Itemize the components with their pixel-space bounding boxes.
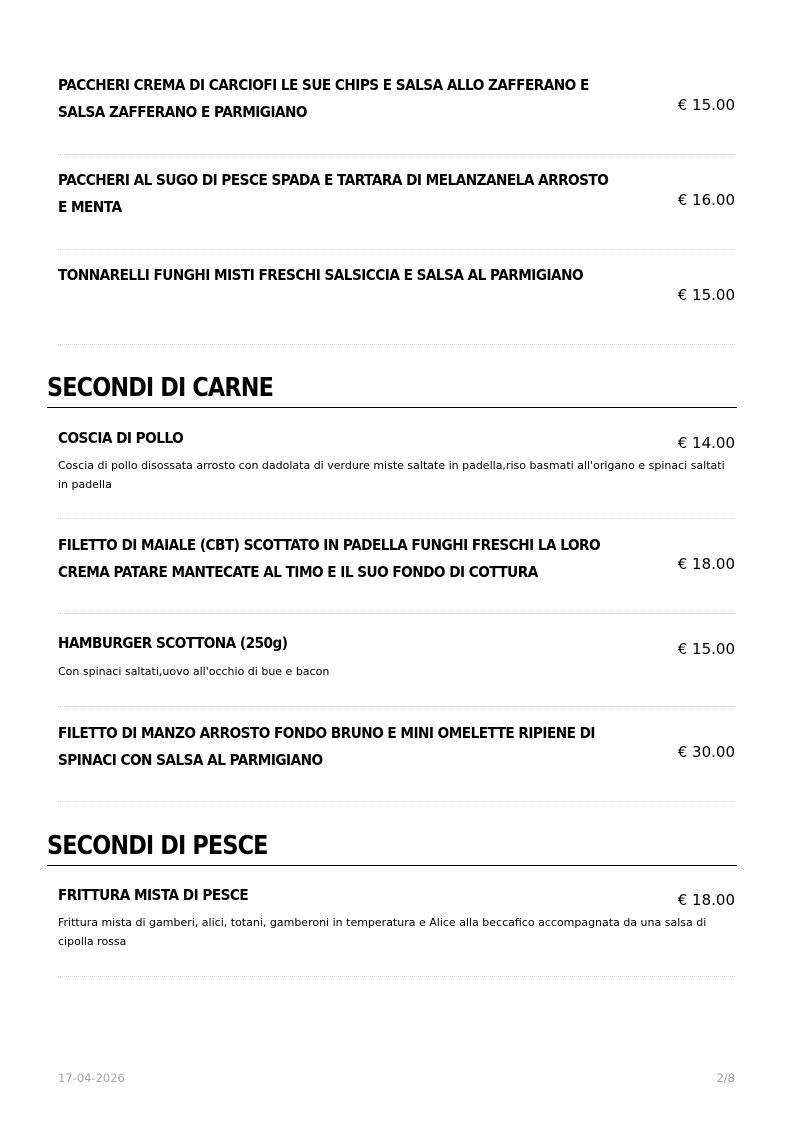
section-title: SECONDI DI CARNE bbox=[47, 373, 274, 403]
item-price: € 14.00 bbox=[677, 434, 735, 452]
item-description: Frittura mista di gamberi, alici, totani, gamberoni in temperatura e Alice alla beccafico accompagnata da una salsa di cipolla rossa bbox=[58, 916, 707, 948]
item-name: PACCHERI CREMA DI CARCIOFI LE SUE CHIPS E SALSA ALLO ZAFFERANO E SALSA ZAFFERANO E PARMIGIANO bbox=[58, 76, 589, 121]
footer-page-number: 2/8 bbox=[716, 1071, 735, 1085]
menu-item bbox=[58, 720, 735, 802]
item-name: PACCHERI AL SUGO DI PESCE SPADA E TARTARA DI MELANZANELA ARROSTO E MENTA bbox=[58, 171, 609, 216]
item-name: FILETTO DI MAIALE (CBT) SCOTTATO IN PADELLA FUNGHI FRESCHI LA LORO CREMA PATARE MANTECATE AL TIMO E IL SUO FONDO DI COTTURA bbox=[58, 536, 601, 581]
section-title: SECONDI DI PESCE bbox=[47, 831, 268, 861]
section-heading-secondi-di-pesce bbox=[47, 831, 737, 866]
menu-item bbox=[58, 532, 735, 614]
menu-item bbox=[58, 630, 735, 707]
item-name: FRITTURA MISTA DI PESCE bbox=[58, 886, 249, 904]
item-price: € 15.00 bbox=[677, 640, 735, 658]
item-name: FILETTO DI MANZO ARROSTO FONDO BRUNO E MINI OMELETTE RIPIENE DI SPINACI CON SALSA AL PARMIGIANO bbox=[58, 724, 595, 769]
section-heading-secondi-di-carne bbox=[47, 373, 737, 408]
footer-date: 17-04-2026 bbox=[58, 1071, 125, 1085]
item-price: € 30.00 bbox=[677, 743, 735, 761]
item-name: COSCIA DI POLLO bbox=[58, 429, 184, 447]
item-price: € 15.00 bbox=[677, 286, 735, 304]
item-price: € 18.00 bbox=[677, 891, 735, 909]
item-price: € 18.00 bbox=[677, 555, 735, 573]
menu-item bbox=[58, 262, 735, 345]
item-description: Coscia di pollo disossata arrosto con dadolata di verdure miste saltate in padella,riso basmati all'origano e spinaci saltati in padella bbox=[58, 459, 725, 491]
item-name: HAMBURGER SCOTTONA (250g) bbox=[58, 634, 288, 652]
menu-item bbox=[58, 72, 735, 155]
item-description: Con spinaci saltati,uovo all'occhio di bue e bacon bbox=[58, 665, 330, 678]
item-price: € 15.00 bbox=[677, 96, 735, 114]
item-price: € 16.00 bbox=[677, 191, 735, 209]
menu-item bbox=[58, 425, 735, 519]
menu-item bbox=[58, 882, 735, 977]
item-name: TONNARELLI FUNGHI MISTI FRESCHI SALSICCIA E SALSA AL PARMIGIANO bbox=[58, 266, 584, 284]
menu-item bbox=[58, 167, 735, 250]
